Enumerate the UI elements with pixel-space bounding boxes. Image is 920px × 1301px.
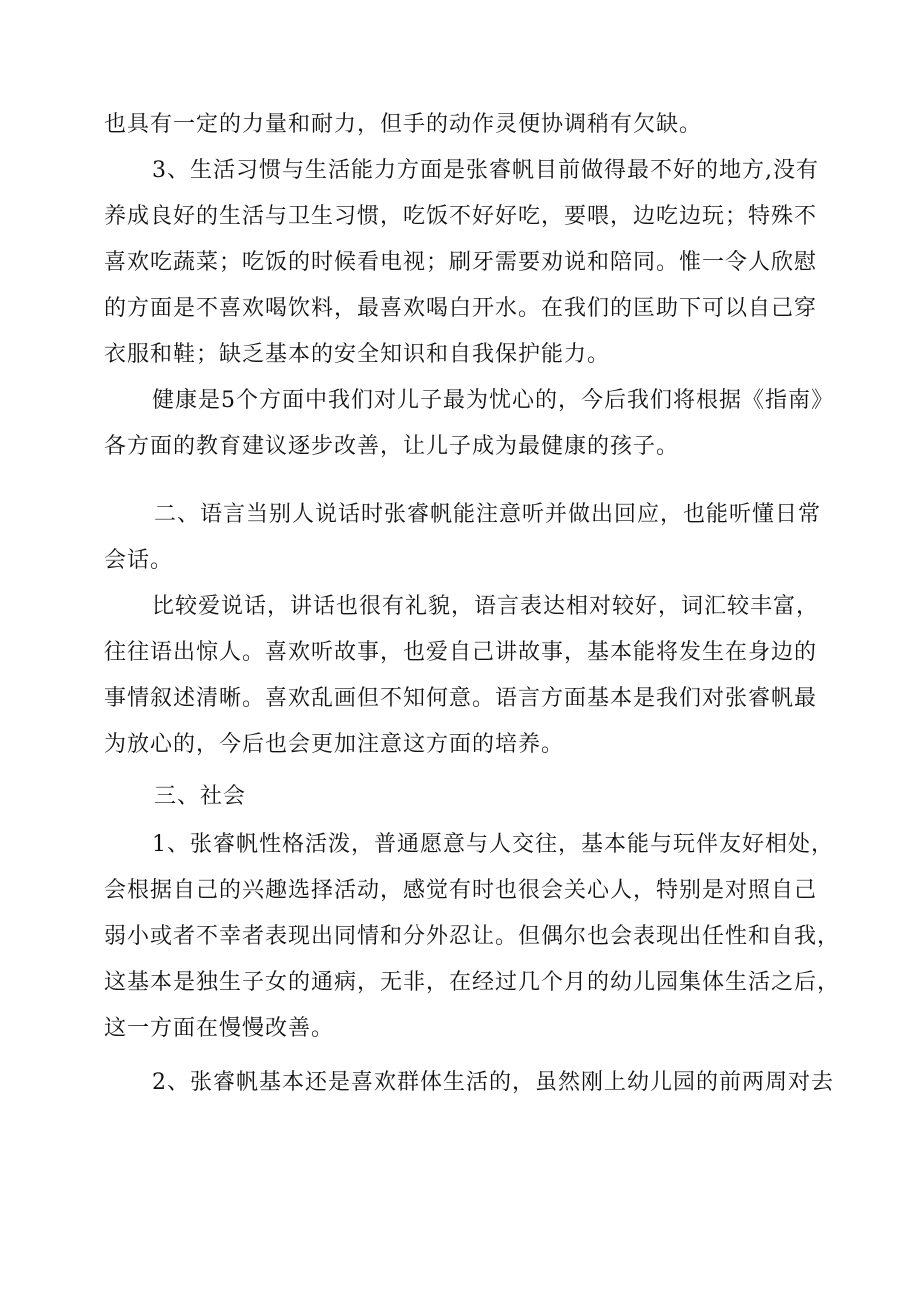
text-line: 1、张睿帆性格活泼，普通愿意与人交往，基本能与玩伴友好相处， xyxy=(152,832,834,857)
paragraph-living-habits xyxy=(104,148,824,378)
text-line: 为放心的，今后也会更加注意这方面的培养。 xyxy=(104,732,565,757)
paragraph-social-personality xyxy=(104,822,841,1052)
text-line: 的方面是不喜欢喝饮料，最喜欢喝白开水。在我们的匡助下可以自己穿 xyxy=(104,296,818,321)
text-line: 事情叙述清晰。喜欢乱画但不知何意。语言方面基本是我们对张睿帆最 xyxy=(104,686,818,711)
paragraph-group-life xyxy=(104,1060,834,1106)
text-line: 3、生活习惯与生活能力方面是张睿帆目前做得最不好的地方,没有 xyxy=(152,158,819,183)
text-line: 各方面的教育建议逐步改善，让儿子成为最健康的孩子。 xyxy=(104,434,680,459)
text-line: 三、社会 xyxy=(154,784,247,809)
paragraph-health-summary xyxy=(104,378,834,470)
text-line: 衣服和鞋；缺乏基本的安全知识和自我保护能力。 xyxy=(104,342,611,367)
text-line: 养成良好的生活与卫生习惯，吃饭不好好吃，要喂，边吃边玩；特殊不 xyxy=(104,204,818,229)
text-line: 喜欢吃蔬菜；吃饭的时候看电视；刷牙需要劝说和陪同。惟一令人欣慰 xyxy=(104,250,818,275)
text-line: 往往语出惊人。喜欢听故事，也爱自己讲故事，基本能将发生在身边的 xyxy=(104,640,818,665)
paragraph-language-heading xyxy=(104,492,824,584)
text-line: 弱小或者不幸者表现出同情和分外忍让。但偶尔也会表现出任性和自我， xyxy=(104,924,841,949)
paragraph-fine-motor xyxy=(104,102,824,148)
text-line: 会根据自己的兴趣选择活动，感觉有时也很会关心人，特别是对照自己 xyxy=(104,878,818,903)
text-line: 二、语言当别人说话时张睿帆能注意听并做出回应，也能听懂日常 xyxy=(154,502,822,527)
paragraph-language-detail xyxy=(104,584,824,768)
section-heading-society xyxy=(104,774,824,820)
text-line: 这基本是独生子女的通病，无非，在经过几个月的幼儿园集体生活之后， xyxy=(104,970,841,995)
text-line: 比较爱说话，讲话也很有礼貌，语言表达相对较好，词汇较丰富， xyxy=(152,594,820,619)
text-line: 这一方面在慢慢改善。 xyxy=(104,1016,335,1041)
text-line: 健康是5个方面中我们对儿子最为忧心的，今后我们将根据《指南》 xyxy=(152,388,834,413)
text-line: 2、张睿帆基本还是喜欢群体生活的，虽然刚上幼儿园的前两周对去 xyxy=(152,1070,834,1095)
text-line: 会话。 xyxy=(104,548,174,573)
text-line: 也具有一定的力量和耐力，但手的动作灵便协调稍有欠缺。 xyxy=(104,112,703,137)
